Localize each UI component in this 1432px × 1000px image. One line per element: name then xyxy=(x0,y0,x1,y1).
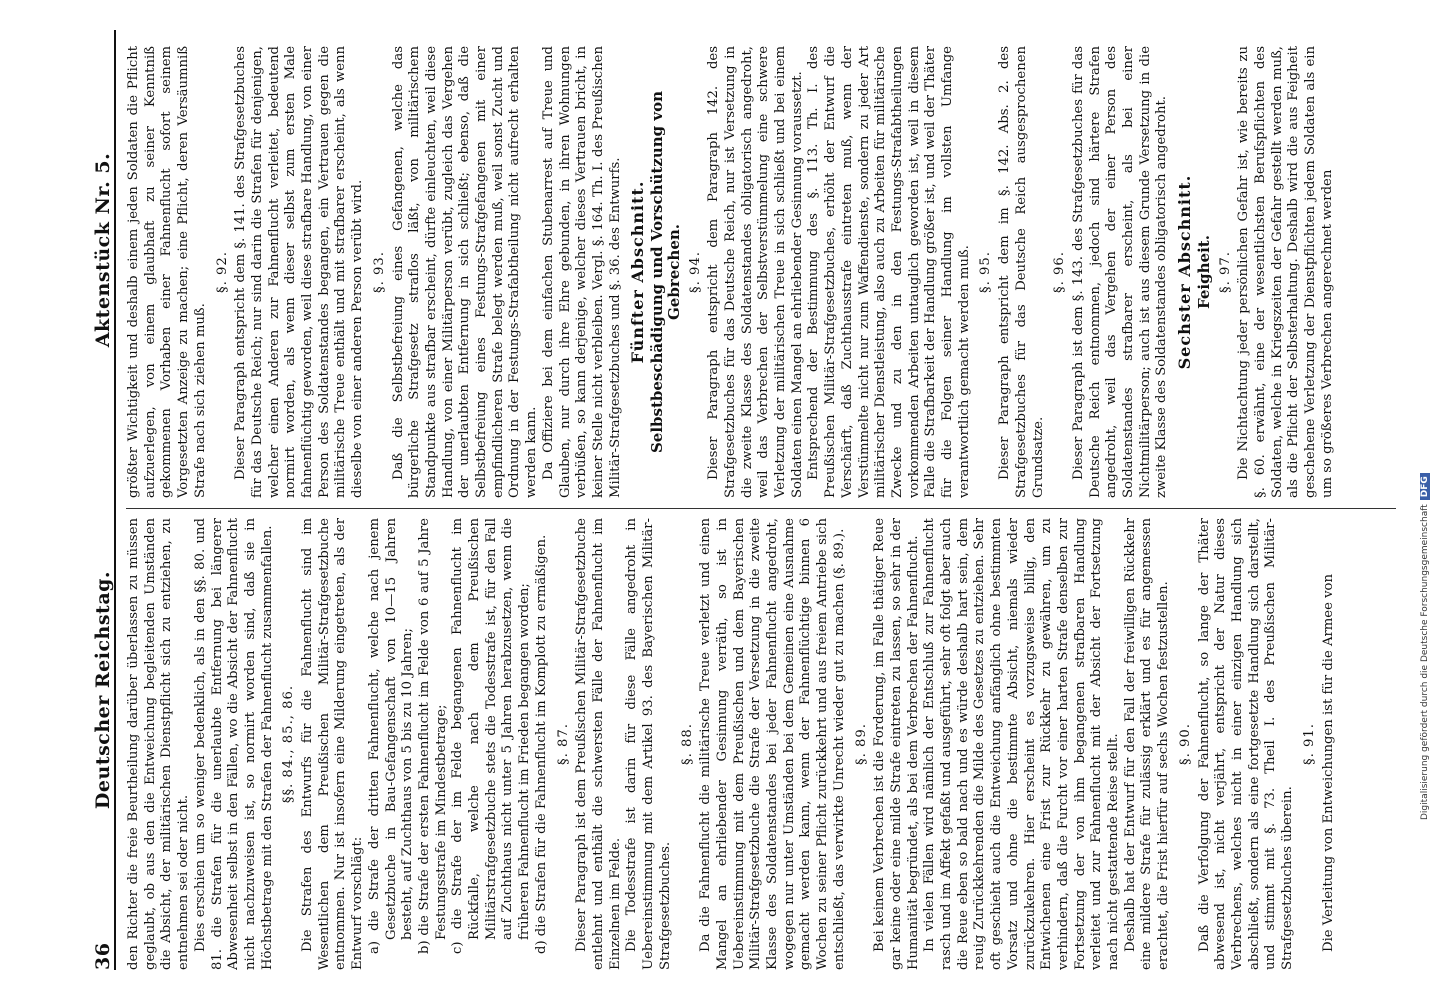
paragraph: Da Offiziere bei dem einfachen Stubenarrest auf Treue und Glauben, nur durch ihre Ehre gebunden, in ihren Wohnungen verbüßen, so kann derjenige, welcher dieses Vertrauen bricht, in keiner Stelle nicht verbleiben. Vergl. §. 164. Th. I. des Preußischen Militär-Strafgesetzbuches und §. 36. des Entwurfs. xyxy=(540,46,623,498)
list-item: c) die Strafe der im Felde begangenen Fahnenflucht im Rückfalle, welche nach dem Preußischen Militärstrafgesetzbuche stets die Todesstrafe ist, für den Fall auf Zuchthaus nicht unter 5 Jahren herabzusetzen, wenn die früheren Fahnenflucht im Frieden begangen worden; xyxy=(450,518,533,954)
header-right-title: Aktenstück Nr. 5. xyxy=(92,152,114,348)
paragraph: Entsprechend der Bestimmung des §. 113. Th. I. des Preußischen Militär-Strafgesetzbuches, erhöht der Entwurf die Verschärft, daß Zuchthausstrafe eintreten muß, wenn der Verstümmelte nicht nur zum Waffendienste, sondern zu jeder Art militärischer Dienstleistung, also auch zu Arbeiten für militärische Zwecke und zu den in den Festungs-Strafabtheilungen vorkommenden Arbeiten untauglich geworden ist, weil in diesem Falle die Strafbarkeit der Handlung größer ist, und weil der Thäter für die Folgen seiner Handlung im vollsten Umfange verantwortlich gemacht werden muß. xyxy=(806,46,972,498)
paragraph: Daß die Verfolgung der Fahnenflucht, so lange der Thäter abwesend ist, nicht verjährt, entspricht der Natur dieses Verbrechens, welches nicht in einer einzigen Handlung sich abschließt, sondern als eine fortgesetzte Handlung sich darstellt, und stimmt mit §. 73. Theil I. des Preußischen Militär-Strafgesetzbuches überein. xyxy=(1196,518,1296,970)
paragraph: In vielen Fällen wird nämlich der Entschluß zur Fahnenflucht rasch und im Affekt gefaßt und ausgeführt, sehr oft folgt aber auch die Reue eben so bald nach und es würde deshalb hart sein, dem reuig Zurückkehrenden die Milde des Gesetzes zu entziehen. Sehr oft geschieht auch die Entweichung anfänglich ohne bestimmten Vorsatz und ohne die bestimmte Absicht, niemals wieder zurückzukehren. Hier erscheint es vorzugsweise billig, den Entwichenen eine Frist zur Rückkehr zu gewähren, um zu verhindern, daß die Furcht vor einer harten Strafe denselben zur Fortsetzung der von ihm begangenen strafbaren Handlung verleitet und zur Fahnenflucht mit der Absicht der Fortsetzung nach nicht gestattende Reise stellt. xyxy=(922,518,1122,970)
section-number: §. 93. xyxy=(371,251,387,293)
section-number: §. 88. xyxy=(679,723,695,765)
page-number: 36 xyxy=(92,942,114,970)
right-column xyxy=(126,46,1396,498)
chapter-title: Selbstbeschädigung und Vorschützung von Gebrechen. xyxy=(648,90,683,454)
column-divider xyxy=(126,508,1396,509)
section-number: §. 92. xyxy=(214,251,230,293)
paragraph: Deshalb hat der Entwurf für den Fall der freiwilligen Rückkehr eine mildere Strafe für zulässig erklärt und es für angemessen erachtet, die Frist hierfür auf sechs Wochen festzustellen. xyxy=(1122,518,1172,970)
page-header xyxy=(80,30,116,970)
paragraph: Dies erschien um so weniger bedenklich, als in den §§. 80. und 81. die Strafen für die unerlaubte Entfernung bei längerer Abwesenheit selbst in den Fällen, wo die Absicht der Fahnenflucht nicht nachzuweisen ist, so normirt worden sind, daß sie in Höchstbetrage mit den Strafen der Fahnenflucht zusammenfallen. xyxy=(192,518,275,970)
paragraph: größter Wichtigkeit und deshalb einem jeden Soldaten die Pflicht aufzuerlegen, von einem glaubhaft zu seiner Kenntniß gekommenen Vorhaben einer Fahnenflucht sofort seinem Vorgesetzten Anzeige zu machen; eine Pflicht, deren Versäumniß Strafe nach sich ziehen muß. xyxy=(126,46,208,498)
section-number: §. 90. xyxy=(1177,723,1193,765)
paragraph: Da die Fahnenflucht die militärische Treue verletzt und einen Mangel an ehrliebender Gesinnung verräth, so ist in Uebereinstimmung mit dem Preußischen und dem Bayerischen Militär-Strafgesetzbuche die Strafe der Versetzung in die zweite Klasse des Soldatenstandes bei jeder Fahnenflucht angedroht, wogegen nur unter Umständen bei dem Gemeinen eine Ausnahme gemacht werden kann, wenn der Fahnenflüchtige binnen 6 Wochen zu seiner Pflicht zurückkehrt und aus freiem Antriebe sich entschließt, das verwirkte Unrecht wieder gut zu machen (§. 89.). xyxy=(698,518,847,970)
section-number: §. 95. xyxy=(978,251,994,293)
chapter-title: Feigheit. xyxy=(1194,235,1213,309)
page-body xyxy=(80,30,1410,970)
paragraph: Bei keinem Verbrechen ist die Forderung, im Falle thätiger Reue gar keine oder eine milde Strafe eintreten zu lassen, so sehr in der Humanität begründet, als bei dem Verbrechen der Fahnenflucht. xyxy=(872,518,921,970)
dfg-logo: DFG xyxy=(1420,473,1430,500)
digitization-credit xyxy=(1420,473,1430,820)
section-number: §. 97. xyxy=(1217,251,1233,293)
list-item: b) die Strafe der ersten Fahnenflucht im Felde von 6 auf 5 Jahre Festungsstrafe im Mindestbetrage; xyxy=(416,518,449,954)
enumerated-list xyxy=(367,518,551,970)
paragraph: Die Verleitung von Entweichungen ist für die Armee von xyxy=(1320,574,1336,952)
paragraph: Dieser Paragraph ist dem §. 143. des Strafgesetzbuches für das Deutsche Reich entnommen, jedoch sind härtere Strafen angedroht, weil das Vergehen der einer Person des Soldatenstandes strafbarer erscheint, als bei einer Nichtmilitärperson; auch ist aus diesem Grunde Versetzung in die zweite Klasse des Soldatenstandes obligatorisch angedroht. xyxy=(1070,46,1170,498)
paragraph: Dieser Paragraph entspricht dem im §. 142. Abs. 2. des Strafgesetzbuches für das Deutsche Reich ausgesprochenen Grundsatze. xyxy=(997,46,1046,498)
list-item: d) die Strafen für die Fahnenflucht im Komplott zu ermäßigen. xyxy=(533,534,549,954)
paragraph: Die Todesstrafe ist darin für diese Fälle angedroht in Uebereinstimmung mit dem Artikel 93. des Bayerischen Militär-Strafgesetzbuches. xyxy=(624,518,673,970)
header-left-title: Deutscher Reichstag. xyxy=(92,570,114,810)
paragraph: Dieser Paragraph ist dem Preußischen Militär-Strafgesetzbuche entlehnt und enthält die schwersten Fälle der Fahnenflucht im Einzelnen im Felde. xyxy=(574,518,623,970)
paragraph: Die Nichtachtung jeder persönlichen Gefahr ist, wie bereits zu §. 60. erwähnt, eine der wesentlichsten Berufspflichten des Soldaten, welche in Kriegszeiten der Gefahr gestellt werden muß, als die Pflicht der Selbsterhaltung. Deshalb wird die aus Feigheit geschehene Verletzung der Dienstpflichten jedem Soldaten als ein um so größeres Verbrechen angerechnet werden xyxy=(1236,46,1335,498)
section-number: §. 87. xyxy=(555,723,571,765)
chapter-heading: Fünfter Abschnitt. xyxy=(628,180,648,364)
section-number: §. 91. xyxy=(1301,723,1317,765)
paragraph: Dieser Paragraph entspricht dem Paragraph 142. des Strafgesetzbuches für das Deutsche Reich, nur ist Versetzung in die zweite Klasse des Soldatenstandes obligatorisch angedroht, weil das Verbrechen der Selbstverstümmelung eine schwere Verletzung der militärischen Treue in sich schließt und bei einem Soldaten einen Mangel an ehrliebender Gesinnung voraussetzt. xyxy=(706,46,805,498)
section-number: §§. 84., 85., 86. xyxy=(281,684,297,804)
credit-text: Digitalisierung gefördert durch die Deutsche Forschungsgemeinschaft xyxy=(1420,504,1430,820)
paragraph: Die Strafen des Entwurfs für die Fahnenflucht sind im Wesentlichen dem Preußischen Militär-Strafgesetzbuche entnommen. Nur ist insofern eine Milderung eingetreten, als der Entwurf vorschlägt: xyxy=(300,518,366,970)
section-number: §. 96. xyxy=(1052,251,1068,293)
chapter-heading: Sechster Abschnitt. xyxy=(1175,174,1195,370)
paragraph: Daß die Selbstbefreiung eines Gefangenen, welche das bürgerliche Strafgesetz straflos läßt, von militärischem Standpunkte aus strafbar erscheint, dürfte einleuchten, weil diese Handlung, von einer Militärperson verübt, zugleich das Vergehen der unerlaubten Entfernung in sich schließt; ebenso, daß die Selbstbefreiung eines Festungs-Strafgefangenen mit einer empfindlicheren Strafe belegt werden muß, weil sonst Zucht und Ordnung in der Festungs-Strafabtheilung nicht aufrecht erhalten werden kann. xyxy=(390,46,540,498)
left-column xyxy=(126,518,1396,970)
paragraph: den Richter die freie Beurtheilung darüber überlassen zu müssen geglaubt, ob aus den die Entweichung begleitenden Umständen die Absicht, der militärischen Dienstpflicht sich zu entziehen, zu entnehmen sei oder nicht. xyxy=(126,518,192,970)
paragraph: Dieser Paragraph entspricht dem §. 141. des Strafgesetzbuches für das Deutsche Reich; nur sind darin die Strafen für denjenigen, welcher einen Anderen zur Fahnenflucht verleitet, bedeutend normirt worden, als wenn dieser selbst zum ersten Male fahnenflüchtig geworden, weil diese strafbare Handlung, von einer Person des Soldatenstandes begangen, ein Vertrauen gegen die militärische Treue enthält und mit strafbarer erscheint, als wenn dieselbe von einer anderen Person verübt wird. xyxy=(233,46,366,498)
section-number: §. 89. xyxy=(853,723,869,765)
section-number: §. 94. xyxy=(687,251,703,293)
list-item: a) die Strafe der dritten Fahnenflucht, welche nach jenem Gesetzbuche in Bau-Gefangenschaft von 10—15 Jahren besteht, auf Zuchthaus von 5 bis zu 10 Jahren; xyxy=(366,518,416,954)
